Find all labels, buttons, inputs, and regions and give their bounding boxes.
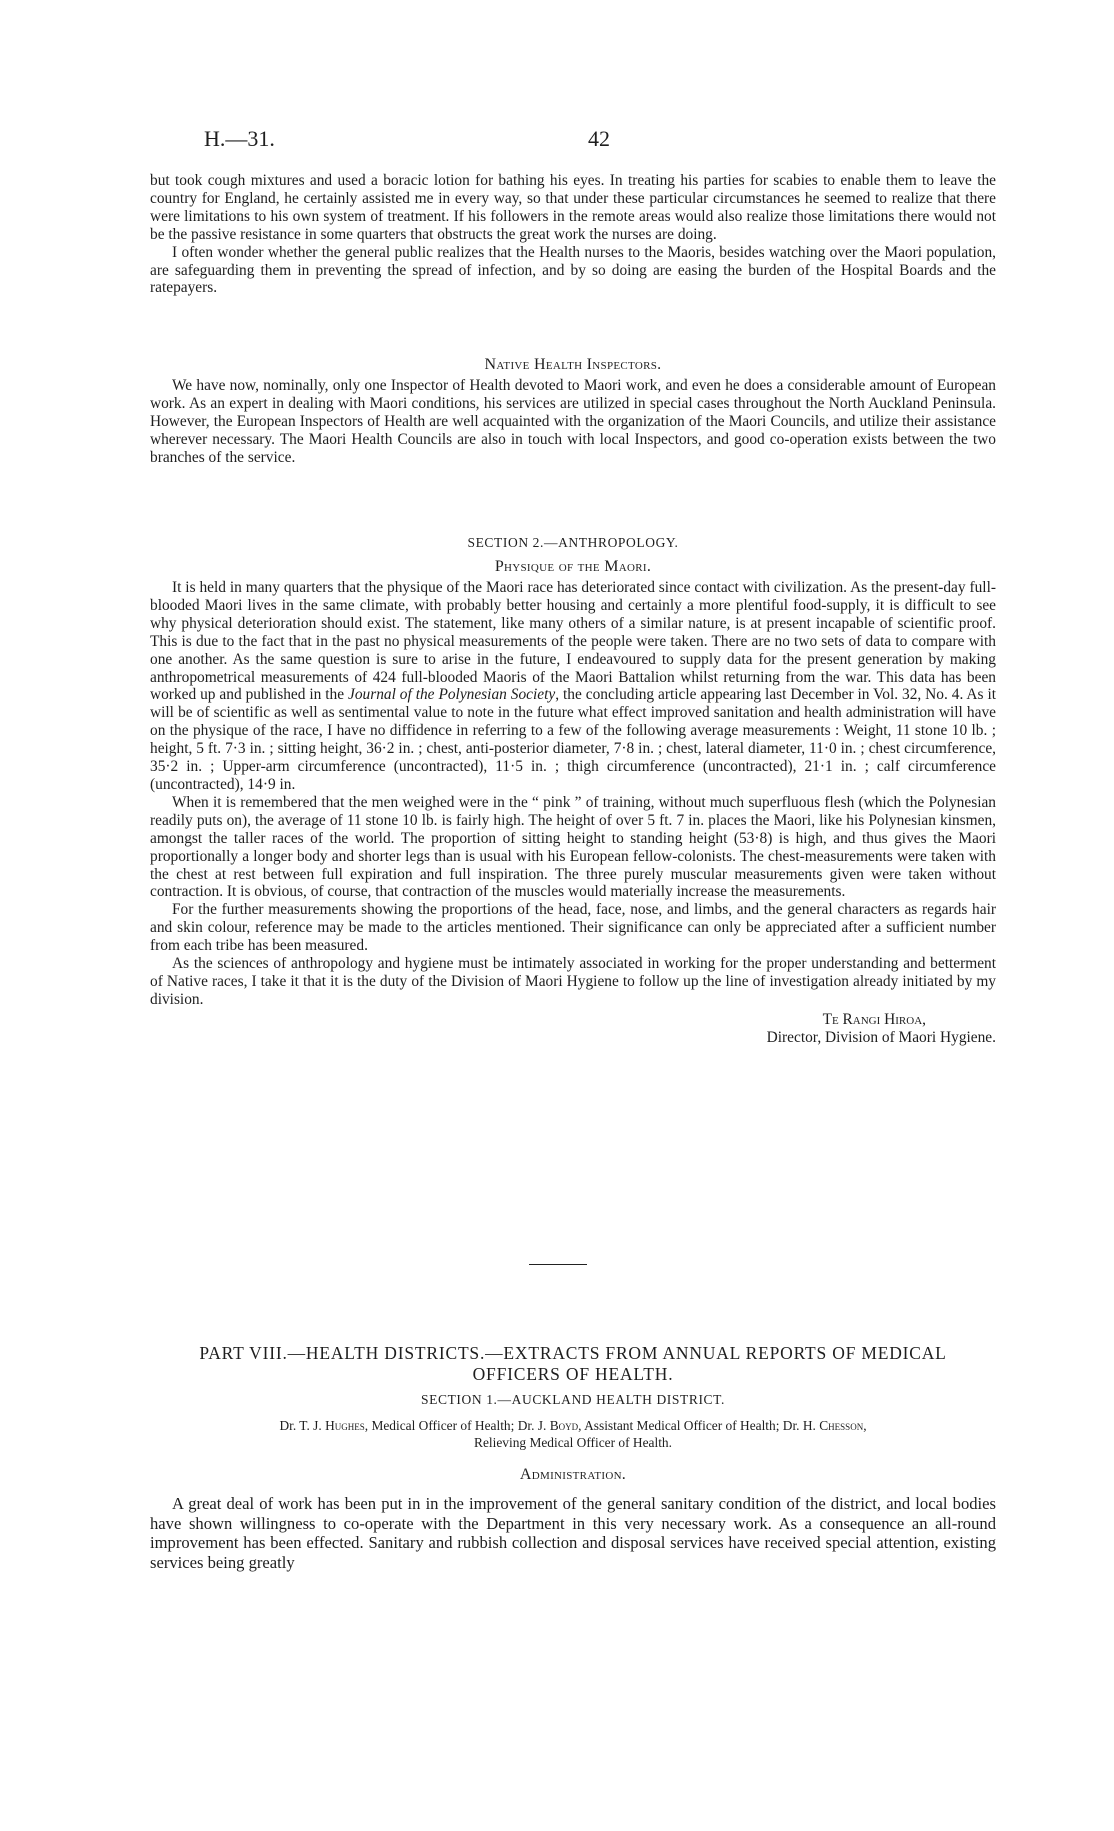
section-divider — [529, 1264, 587, 1265]
part-8-section — [150, 1343, 996, 1572]
native-inspectors-section — [150, 356, 996, 467]
top-section — [150, 172, 996, 297]
section-2-heading: SECTION 2.—ANTHROPOLOGY. — [467, 535, 679, 550]
paragraph-health-nurses: I often wonder whether the general public realizes that the Health nurses to the Maoris, besides watching over the Maori population, are safeguarding them in preventing the spread of infection, and by so doing are easing the burden of the Hospital Boards and the ratepayers. — [150, 243, 996, 297]
part-8-title-line-2: OFFICERS OF HEALTH. — [472, 1363, 674, 1384]
physique-text-1b: , the concluding article appearing last December in Vol. 32, No. 4. As it will be of scientific as well as sentimental value to note in the future what effect improved sanitation and health administration will have on the physique of the race, I have no diffidence in referring to a few of the following average measurements : Weight, 11 stone 10 lb. ; height, 5 ft. 7·3 in. ; sitting height, 36·2 in. ; chest, anti-posterior diameter, 7·8 in. ; chest, lateral diameter, 11·0 in. ; chest circumference, 35·2 in. ; Upper-arm circumference (uncontracted), 11·5 in. ; thigh circumference (uncontracted), 21·1 in. ; calf circumference (uncontracted), 14·9 in. — [150, 686, 996, 793]
signature-title: Director, Division of Maori Hygiene. — [766, 1028, 996, 1046]
physique-paragraph-4: As the sciences of anthropology and hygiene must be intimately associated in working for the proper understanding and betterment of Native races, I take it that it is the duty of the Division of Maori Hygiene to follow up the line of investigation already initiated by my division. — [150, 955, 996, 1008]
signature-name: Te Rangi Hiroa, — [822, 1010, 926, 1028]
officer-3-role: , — [863, 1418, 867, 1433]
native-inspectors-paragraph: We have now, nominally, only one Inspector of Health devoted to Maori work, and even he does a considerable amount of European work. As an expert in dealing with Maori conditions, his services are utilized in special cases throughout the North Auckland Peninsula. However, the European Inspectors of Health are well acquainted with the organization of the Maori Councils, and utilize their assistance wherever necessary. The Maori Health Councils are also in touch with local Inspectors, and good co-operation exists between the two branches of the service. — [150, 377, 996, 466]
physique-paragraph-3: For the further measurements showing the proportions of the head, face, nose, and limbs, and the general characters as regards hair and skin colour, reference may be made to the articles mentioned. Their significance can only be appreciated after a sufficient number from each tribe has been measured. — [150, 901, 996, 955]
administration-heading: Administration. — [519, 1466, 627, 1483]
officers-line-1 — [150, 1418, 996, 1435]
physique-paragraph-2: When it is remembered that the men weighed were in the “ pink ” of training, without much superfluous flesh (which the Polynesian readily puts on), the average of 11 stone 10 lb. is fairly high. The height of over 5 ft. 7 in. places the Maori, like his Polynesian kinsmen, amongst the taller races of the world. The proportion of sitting height to standing height (53·8) is high, and thus gives the Maori proportionally a longer body and shorter legs than is usual with his European fellow-colonists. The chest-measurements were taken with the chest at rest between full expiration and full inspiration. The three purely muscular measurements given were taken without contraction. It is obvious, of course, that contraction of the muscles would materially increase the measurements. — [150, 793, 996, 901]
journal-title: Journal of the Polynesian Society — [348, 686, 556, 704]
officer-1-role: , Medical Officer of Health; — [364, 1418, 518, 1433]
native-inspectors-heading: Native Health Inspectors. — [484, 356, 662, 373]
administration-paragraph: A great deal of work has been put in in the improvement of the general sanitary condition of the district, and local bodies have shown willingness to co-operate with the Department in this very necessary work. As a consequence an all-round improvement has been effected. Sanitary and rubbish collection and disposal services have received special attention, existing services being greatly — [150, 1494, 996, 1572]
officer-1-prefix: Dr. T. J. — [279, 1418, 326, 1433]
officers-line-2: Relieving Medical Officer of Health. — [474, 1434, 672, 1450]
part-8-title — [150, 1343, 996, 1384]
officer-1-name: Hughes — [325, 1418, 365, 1433]
officer-3-prefix: Dr. H. — [782, 1418, 820, 1433]
physique-text-1a: It is held in many quarters that the physique of the Maori race has deteriorated since contact with civilization. As the present-day full-blooded Maori lives in the same climate, with probably better housing and certainly a more plentiful food-supply, it is difficult to see why physical deterioration should exist. The statement, like many others of a similar nature, is at present incapable of scientific proof. This is due to the fact that in the past no physical measurements of the people were taken. There are no two sets of data to compare with one another. As the same question is sure to arise in the future, I endeavoured to supply data for the present generation by making anthropometrical measurements of 424 full-blooded Maoris of the Maori Battalion whilst returning from the war. This data has been worked up and published in the — [150, 579, 996, 704]
officer-2-role: , Assistant Medical Officer of Health; — [578, 1418, 783, 1433]
officers-list — [150, 1418, 996, 1451]
signature-block — [150, 1011, 996, 1047]
document-id: H.—31. — [204, 126, 275, 151]
page-number: 42 — [588, 126, 610, 151]
officer-3-name: Chesson — [819, 1418, 864, 1433]
officer-2-name: Boyd — [549, 1418, 579, 1433]
physique-heading: Physique of the Maori. — [494, 558, 652, 575]
anthropology-section — [150, 534, 996, 1047]
paragraph-continuation: but took cough mixtures and used a boracic lotion for bathing his eyes. In treating his parties for scabies to enable them to leave the country for England, he certainly assisted me in every way, so that under these particular circumstances he seemed to realize that there were limitations to his own system of treatment. If his followers in the remote areas would also realize those limitations there would not be the passive resistance in some quarters that obstructs the great work the nurses are doing. — [150, 172, 996, 243]
auckland-section-heading: SECTION 1.—AUCKLAND HEALTH DISTRICT. — [421, 1392, 725, 1407]
part-8-title-line-1: PART VIII.—HEALTH DISTRICTS.—EXTRACTS FROM ANNUAL REPORTS OF MEDICAL — [199, 1343, 947, 1363]
page-header — [204, 126, 994, 156]
officer-2-prefix: Dr. J. — [517, 1418, 550, 1433]
physique-paragraph-1 — [150, 579, 996, 794]
